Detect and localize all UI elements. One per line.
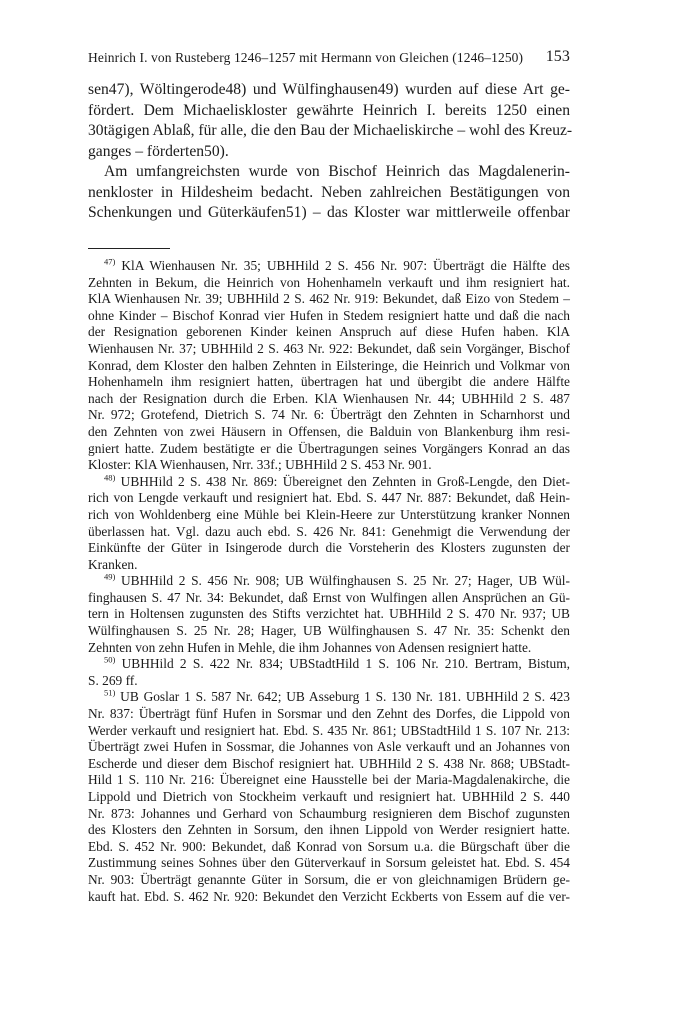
- footnote-47: [88, 258, 570, 474]
- footnote-text: UBHHild 2 S. 438 Nr. 869: Übereignet den Zehnten in Groß-Lengde, den Diet-: [120, 473, 570, 489]
- running-head-title: Heinrich I. von Rusteberg 1246–1257 mit Hermann von Gleichen (1246–1250): [88, 50, 524, 65]
- footnote-line: ohne Kinder – Bischof Konrad vier Hufen in Stedem resigniert hatte und daß die nach: [88, 307, 570, 323]
- footnote-line: Nr. 837: Überträgt fünf Hufen in Sorsmar und den Zehnt des Dorfes, die Lippold von: [88, 706, 570, 722]
- footnote-line: Kloster: KlA Wienhausen, Nrr. 33f.; UBHHild 2 S. 453 Nr. 901.: [88, 457, 432, 473]
- footnote-line: [88, 474, 570, 491]
- footnote-line: rich von Wohldenberg eine Mühle bei Klein-Heere zur Unterstützung kranker Nonnen: [88, 506, 570, 522]
- footnote-line: finghausen S. 47 Nr. 34: Bekundet, daß Ernst von Wulfingen allen Ansprüchen an Gü-: [88, 589, 570, 605]
- footnote-line: gniert hatte. Zudem bestätigte er die Übertragungen seines Vorgängers Konrad an das: [88, 440, 570, 456]
- footnote-line: der Resignation geborenen Kinder keinen Anspruch auf diese Hufen haben. KlA: [88, 324, 570, 340]
- footnote-separator: [88, 248, 170, 249]
- footnote-line: Escherde und dieser dem Bischof resigniert hat. UBHHild 2 S. 438 Nr. 868; UBStadt-: [88, 755, 570, 771]
- footnote-line: [88, 656, 570, 673]
- footnote-line: den Zehnten von zwei Häusern in Offensen, die Balduin von Blankenburg ihm resi-: [88, 423, 570, 439]
- footnote-51: [88, 689, 570, 905]
- footnote-line: tern in Holtensen zugunsten des Stifts verzichtet hat. UBHHild 2 S. 470 Nr. 937; UB: [88, 606, 570, 622]
- footnote-line: Ebd. S. 452 Nr. 900: Bekundet, daß Konrad von Sorsum u.a. die Bürgschaft über die: [88, 838, 570, 854]
- body-line: 30tägigen Ablaß, für alle, die den Bau der Michaeliskirche – wohl des Kreuz-: [88, 122, 573, 139]
- footnote-line: Hild 1 S. 110 Nr. 216: Übereignet eine Hausstelle bei der Maria-Magdalenakirche, die: [88, 772, 570, 788]
- footnotes: [88, 258, 570, 905]
- body-line: fördert. Dem Michaeliskloster gewährte Heinrich I. bereits 1250 einen: [88, 101, 570, 119]
- footnote-line: Zustimmung seines Sohnes über den Güterverkauf in Sorsum geleistet hat. Ebd. S. 454: [88, 855, 570, 871]
- footnote-line: Kranken.: [88, 556, 138, 572]
- footnote-line: Konrad, dem Kloster den halben Zehnten in Eilsteringe, die Heinrich und Volkmar von: [88, 357, 570, 373]
- footnote-line: Nr. 873: Johannes und Gerhard von Schaumburg resignieren dem Bischof zugunsten: [88, 805, 570, 821]
- footnote-line: rich von Lengde verkauft und resigniert hat. Ebd. S. 447 Nr. 887: Bekundet, daß Hein-: [88, 490, 570, 506]
- body-line: Schenkungen und Güterkäufen51) – das Kloster war mittlerweile offenbar: [88, 204, 570, 221]
- footnote-line: Werder verkauft und resigniert hat. Ebd. S. 435 Nr. 861; UBStadtHild 1 S. 107 Nr. 213:: [88, 722, 570, 738]
- body-line: sen47), Wöltingerode48) und Wülfinghausen49) wurden auf diese Art ge-: [88, 81, 570, 98]
- footnote-line: Hohenhameln ihm resigniert hatten, übertragen hat und übergibt die andere Hälfte: [88, 374, 570, 390]
- footnote-mark: 48): [104, 472, 116, 483]
- footnote-49: [88, 573, 570, 656]
- footnote-text: UBHHild 2 S. 456 Nr. 908; UB Wülfinghausen S. 25 Nr. 27; Hager, UB Wül-: [121, 573, 570, 589]
- footnote-line: Lippold und Dietrich von Stockheim verkauft und resigniert hat. UBHHild 2 S. 440: [88, 789, 570, 804]
- footnote-text: UB Goslar 1 S. 587 Nr. 642; UB Asseburg 1 S. 130 Nr. 181. UBHHild 2 S. 423: [120, 689, 570, 705]
- footnote-50: [88, 656, 570, 689]
- footnote-line: kauft hat. Ebd. S. 462 Nr. 920: Bekundet den Verzicht Eckberts von Essem auf die ver-: [88, 888, 570, 904]
- footnote-mark: 50): [104, 654, 116, 665]
- footnote-line: Nr. 972; Grotefend, Dietrich S. 74 Nr. 6: Überträgt den Zehnten in Scharnhorst und: [88, 407, 570, 423]
- footnote-line: Wülfinghausen S. 25 Nr. 28; Hager, UB Wülfinghausen S. 47 Nr. 35: Schenkt den: [88, 623, 570, 639]
- body-line: Am umfangreichsten wurde von Bischof Heinrich das Magdalenerin-: [104, 163, 570, 180]
- footnote-text: UBHHild 2 S. 422 Nr. 834; UBStadtHild 1 S. 106 Nr. 210. Bertram, Bistum,: [121, 656, 570, 672]
- body-line: ganges – förderten50).: [88, 142, 229, 160]
- footnote-line: [88, 258, 570, 275]
- footnote-line: des Klosters den Zehnten in Sorsum, den ihnen Lippold von Werder resigniert hatte.: [88, 822, 570, 838]
- footnote-48: [88, 474, 570, 574]
- footnote-line: KlA Wienhausen Nr. 39; UBHHild 2 S. 462 Nr. 919: Bekundet, daß Eizo von Stedem –: [88, 291, 570, 307]
- body-line: nenkloster in Hildesheim bedacht. Neben zahlreichen Bestätigungen von: [88, 183, 570, 201]
- footnote-line: nach der Resignation durch die Erben. KlA Wienhausen Nr. 44; UBHHild 2 S. 487: [88, 390, 570, 406]
- footnote-text: KlA Wienhausen Nr. 35; UBHHild 2 S. 456 Nr. 907: Überträgt die Hälfte des: [121, 258, 570, 273]
- footnote-line: Überträgt zwei Hufen in Sossmar, die Johannes von Asle verkauft und an Johannes von: [88, 739, 570, 755]
- footnote-line: [88, 689, 570, 706]
- footnote-line: Zehnten in Bekum, die Heinrich von Hohenhameln verkauft und ihm resigniert hat.: [88, 274, 570, 290]
- footnote-line: überlassen hat. Vgl. dazu auch ebd. S. 426 Nr. 841: Genehmigt die Verwendung der: [88, 523, 570, 539]
- footnote-line: S. 269 ff.: [88, 672, 138, 688]
- footnote-mark: 47): [104, 256, 116, 267]
- footnote-line: Nr. 903: Überträgt genannte Güter in Sorsum, die er von gleichnamigen Brüdern ge-: [88, 871, 570, 887]
- page-number: 153: [545, 48, 570, 65]
- footnote-line: [88, 573, 570, 590]
- footnote-line: Zehnten von zehn Hufen in Mehle, die ihm Johannes von Adensen resigniert hatte.: [88, 639, 532, 655]
- footnote-line: Einkünfte der Güter in Isingerode durch die Vorsteherin des Klosters zugunsten der: [88, 540, 570, 556]
- main-text: [88, 80, 573, 224]
- footnote-mark: 49): [104, 571, 116, 582]
- footnote-mark: 51): [104, 687, 116, 698]
- footnote-line: Wienhausen Nr. 37; UBHHild 2 S. 463 Nr. 922: Bekundet, daß sein Vorgänger, Bischof: [88, 340, 570, 356]
